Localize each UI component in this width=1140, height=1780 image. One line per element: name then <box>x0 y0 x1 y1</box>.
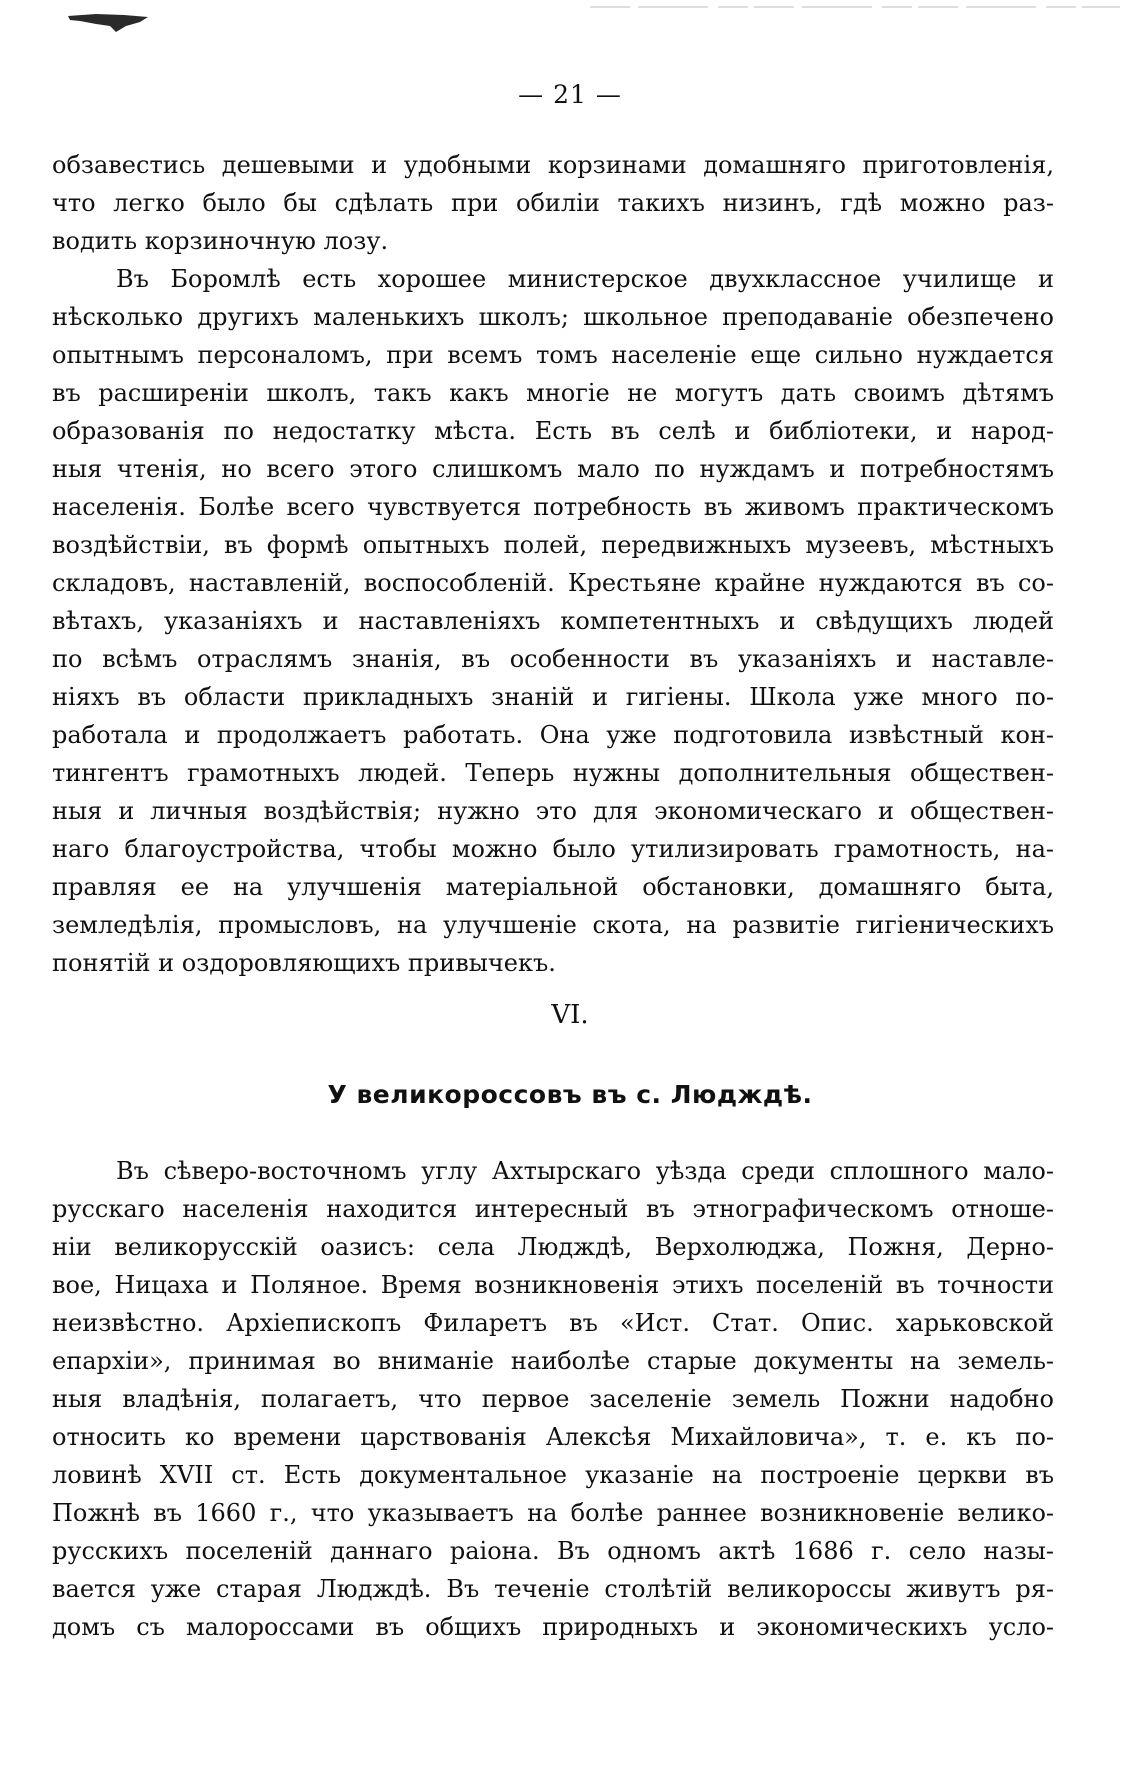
text-line: нѣсколько другихъ маленькихъ школъ; школьное преподаваніе обезпечено <box>52 303 1054 331</box>
text-line: населенія. Болѣе всего чувствуется потребность въ живомъ практическомъ <box>52 493 1054 521</box>
scan-edge-line <box>590 6 1120 9</box>
text-line: Въ Боромлѣ есть хорошее министерское двухклассное училище и <box>116 265 1054 293</box>
text-line: домъ съ малороссами въ общихъ природныхъ и экономическихъ усло- <box>52 1613 1054 1641</box>
text-line: русскаго населенія находится интересный въ этнографическомъ отноше- <box>52 1195 1054 1223</box>
text-line: вается уже старая Людждѣ. Въ теченіе столѣтій великороссы живутъ ря- <box>52 1575 1054 1603</box>
text-line: правляя ее на улучшенія матеріальной обстановки, домашняго быта, <box>52 873 1054 901</box>
text-line: образованія по недостатку мѣста. Есть въ селѣ и библіотеки, и народ- <box>52 417 1054 445</box>
section-number: VI. <box>551 1000 589 1030</box>
text-line: вое, Ницаха и Поляное. Время возникновенія этихъ поселеній въ точности <box>52 1271 1054 1299</box>
paragraph-continued <box>52 146 1054 260</box>
text-line: неизвѣстно. Архіепископъ Филаретъ въ «Ист. Стат. Опис. харьковской <box>52 1309 1054 1337</box>
text-line: относить ко времени царствованія Алексѣя Михайловича», т. е. къ по- <box>52 1423 1054 1451</box>
text-line: земледѣлія, промысловъ, на улучшеніе скота, на развитіе гигіеническихъ <box>52 911 1054 939</box>
text-line: ныя и личныя воздѣйствія; нужно это для экономическаго и обществен- <box>52 797 1054 825</box>
text-line: опытнымъ персоналомъ, при всемъ томъ населеніе еще сильно нуждается <box>52 341 1054 369</box>
paragraph-school <box>52 260 1054 982</box>
text-line: наго благоустройства, чтобы можно было утилизировать грамотность, на- <box>52 835 1054 863</box>
text-line: Пожнѣ въ 1660 г., что указываетъ на болѣе раннее возникновеніе велико- <box>52 1499 1054 1527</box>
page-number: — 21 — <box>518 80 622 109</box>
paragraph-section <box>52 1152 1054 1646</box>
text-line: тингентъ грамотныхъ людей. Теперь нужны дополнительныя обществен- <box>52 759 1054 787</box>
text-line: воздѣйствіи, въ формѣ опытныхъ полей, передвижныхъ музеевъ, мѣстныхъ <box>52 531 1054 559</box>
text-line: ныя чтенія, но всего этого слишкомъ мало по нуждамъ и потребностямъ <box>52 455 1054 483</box>
section-title: У великороссовъ въ с. Людждѣ. <box>327 1080 813 1109</box>
text-line: вѣтахъ, указаніяхъ и наставленіяхъ компетентныхъ и свѣдущихъ людей <box>52 607 1054 635</box>
text-line: обзавестись дешевыми и удобными корзинами домашняго приготовленія, <box>52 151 1054 179</box>
text-line: работала и продолжаетъ работать. Она уже подготовила извѣстный кон- <box>52 721 1054 749</box>
text-line: ловинѣ XVII ст. Есть документальное указаніе на построеніе церкви въ <box>52 1461 1054 1489</box>
text-line: складовъ, наставленій, воспособленій. Крестьяне крайне нуждаются въ со- <box>52 569 1054 597</box>
text-line: ніи великорусскій оазисъ: села Людждѣ, Верхолюджа, Пожня, Дерно- <box>52 1233 1054 1261</box>
text-line: что легко было бы сдѣлать при обиліи такихъ низинъ, гдѣ можно раз- <box>52 189 1054 217</box>
text-line: Въ сѣверо-восточномъ углу Ахтырскаго уѣзда среди сплошного мало- <box>116 1157 1054 1185</box>
text-line: понятій и оздоровляющихъ привычекъ. <box>52 949 556 977</box>
text-line: ніяхъ въ области прикладныхъ знаній и гигіены. Школа уже много по- <box>52 683 1054 711</box>
ink-smudge <box>66 12 150 34</box>
text-line: водить корзиночную лозу. <box>52 227 389 255</box>
text-line: ныя владѣнія, полагаетъ, что первое заселеніе земель Пожни надобно <box>52 1385 1054 1413</box>
text-line: въ расширеніи школъ, такъ какъ многіе не могутъ дать своимъ дѣтямъ <box>52 379 1054 407</box>
text-line: по всѣмъ отраслямъ знанія, въ особенности въ указаніяхъ и наставле- <box>52 645 1054 673</box>
text-line: русскихъ поселеній даннаго раіона. Въ одномъ актѣ 1686 г. село назы- <box>52 1537 1054 1565</box>
text-line: епархіи», принимая во вниманіе наиболѣе старые документы на земель- <box>52 1347 1054 1375</box>
